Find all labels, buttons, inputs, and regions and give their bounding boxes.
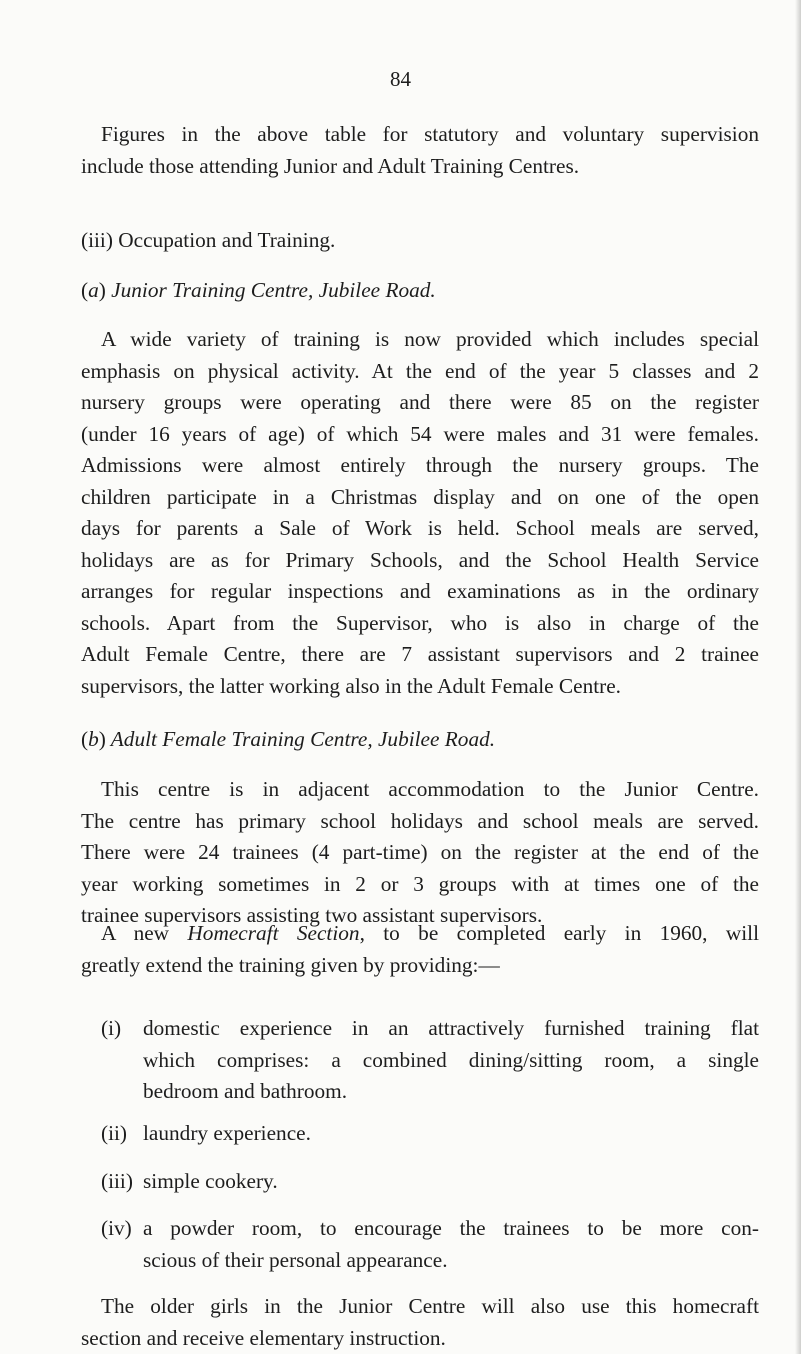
text-line: emphasis on physical activity. At the end of the year 5 classes and 2 [81,358,759,383]
text-line: greatly extend the training given by providing:— [81,952,500,977]
subheading-title: Adult Female Training Centre, Jubilee Road. [110,727,496,751]
junior-centre-paragraph [81,324,759,702]
text-line: schools. Apart from the Supervisor, who is also in charge of the [81,610,759,635]
text-line: A wide variety of training is now provided which includes special [101,327,759,351]
text-line: scious of their personal appearance. [143,1247,448,1272]
homecraft-section-name: Homecraft Section [187,921,360,945]
text-line: trainee supervisors assisting two assistant supervisors. [81,903,543,927]
text-line: domestic experience in an attractively furnished training flat [143,1016,759,1040]
text-line: bedroom and bathroom. [143,1079,348,1103]
page-number: 84 [390,67,411,91]
list-item [101,1213,759,1277]
text-line: The older girls in the Junior Centre will also use this homecraft [101,1294,759,1318]
homecraft-suffix: , to be completed early in 1960, will [359,921,759,945]
homecraft-paragraph [81,918,759,981]
page-edge-shadow [795,0,801,1354]
text-line: section and receive elementary instruction. [81,1325,446,1350]
subheading-title: Junior Training Centre, Jubilee Road. [111,278,436,302]
text-line: days for parents a Sale of Work is held. School meals are served, [81,516,759,540]
list-number: (i) [101,1016,122,1040]
text-line [81,918,759,950]
text-line: a powder room, to encourage the trainees to be more con- [143,1216,759,1240]
text-line: Figures in the above table for statutory and voluntary supervision [101,122,759,146]
text-line: There were 24 trainees (4 part-time) on the register at the end of the [81,840,759,864]
list-body [143,1013,759,1108]
homecraft-prefix: A new [101,921,188,945]
text-line: (under 16 years of age) of which 54 were males and 31 were females. [81,421,759,446]
subheading-a [81,275,436,307]
subheading-b [81,724,495,756]
text-line: arranges for regular inspections and examinations as in the ordinary [81,579,759,603]
list-item [101,1013,759,1108]
text-line: nursery groups were operating and there were 85 on the register [81,390,759,414]
list-body [143,1166,759,1198]
list-body [143,1213,759,1276]
section-heading: (iii) Occupation and Training. [81,228,336,252]
text-line: simple cookery. [143,1169,278,1193]
text-line: children participate in a Christmas display and on one of the open [81,484,759,509]
intro-paragraph [81,119,759,182]
text-line: Admissions were almost entirely through the nursery groups. The [81,453,759,477]
closing-paragraph [81,1291,759,1354]
adult-female-paragraph [81,774,759,932]
subheading-label: (b) [81,727,106,751]
list-item [101,1166,759,1198]
text-line: which comprises: a combined dining/sitting room, a single [143,1047,759,1072]
text-line: Adult Female Centre, there are 7 assistant supervisors and 2 trainee [81,642,759,666]
subheading-label: (a) [81,278,106,302]
text-line: include those attending Junior and Adult Training Centres. [81,153,580,178]
list-number: (iv) [101,1216,132,1240]
list-item [101,1118,759,1150]
text-line: The centre has primary school holidays and school meals are served. [81,808,759,833]
text-line: holidays are as for Primary Schools, and the School Health Service [81,547,759,572]
text-line: supervisors, the latter working also in the Adult Female Centre. [81,673,622,698]
list-number: (iii) [101,1169,133,1193]
text-line: laundry experience. [143,1121,311,1145]
text-line: This centre is in adjacent accommodation to the Junior Centre. [101,777,759,801]
list-number: (ii) [101,1121,128,1145]
list-body [143,1118,759,1150]
text-line: year working sometimes in 2 or 3 groups with at times one of the [81,871,759,896]
